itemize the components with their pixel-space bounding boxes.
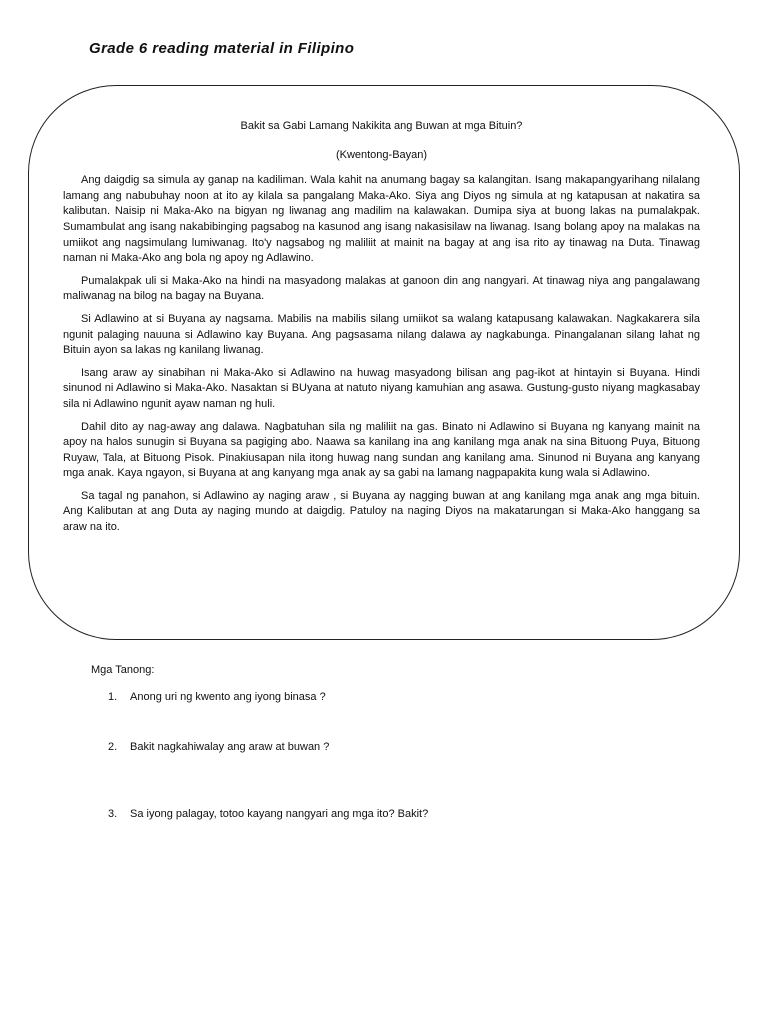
story-title: Bakit sa Gabi Lamang Nakikita ang Buwan at mga Bituin? [240,120,523,132]
page-title: Grade 6 reading material in Filipino [89,40,355,57]
question-item [108,691,326,703]
question-text: Bakit nagkahiwalay ang araw at buwan ? [130,741,330,753]
story-paragraph: Ang daigdig sa simula ay ganap na kadiliman. Wala kahit na anumang bagay sa kalangitan. Isang makapangyarihang nilalang lamang ang nabubuhay noon at ito ay kilala sa pangalang Maka-Ako. Siya ang Diyos ng simula at ng katapusan at nakatira sa kalibutan. Naisip ni Maka-Ako na bigyan ng liwanag ang madilim na kalawakan. Dumipa siya at buong lakas na pumalakpak. Sumambulat ang isang nakabibinging pagsabog na kasunod ang isang nakasisilaw na liwanag. Isang bolang apoy na malakas na umiikot ang nagsimulang lumiwanag. Ito'y nagsabog ng maliliit at mainit na bagay at ang isa rito ay tinawag na Duta. Tinawag naman ni Maka-Ako ang bola ng apoy ng Adlawino. [63,174,700,265]
question-text: Anong uri ng kwento ang iyong binasa ? [130,691,326,703]
question-text: Sa iyong palagay, totoo kayang nangyari ang mga ito? Bakit? [130,808,429,820]
question-number: 1. [108,691,118,703]
question-number: 3. [108,808,118,820]
story-paragraph: Si Adlawino at si Buyana ay nagsama. Mabilis na mabilis silang umiikot sa walang katapusang kalawakan. Nagkakarera sila ngunit palaging nauuna si Adlawino kay Buyana. Ang pagsasama nilang dalawa ay nagkabunga. Pinangalanan silang lahat ng Bituin ayon sa lakas ng kanilang liwanag. [63,312,700,357]
story-genre: (Kwentong-Bayan) [335,148,428,161]
question-number: 2. [108,741,118,753]
story-paragraph: Isang araw ay sinabihan ni Maka-Ako si Adlawino na huwag masyadong bilisan ang pag-ikot at hintayin si Buyana. Hindi sinunod ni Adlawino si Maka-Ako. Nasaktan si BUyana at natuto niyang kamuhian ang asawa. Gustung-gusto niyang magkasabay sila ni Adlawino ngunit ayaw naman ng huli. [63,366,700,410]
question-item [108,808,428,820]
question-item [108,741,329,753]
story-paragraph: Sa tagal ng panahon, si Adlawino ay naging araw , si Buyana ay nagging buwan at ang kanilang mga anak ang mga bituin. Ang Kalibutan at ang Duta ay naging mundo at daigdig. Patuloy na naging Diyos na makatarungan si Maka-Ako hanggang sa araw na ito. [63,489,700,534]
questions-heading: Mga Tanong: [91,664,155,676]
story-paragraph: Dahil dito ay nag-away ang dalawa. Nagbatuhan sila ng maliliit na gas. Binato ni Adlawino si Buyana ng kanyang mainit na apoy na halos sunugin si Buyana sa pagiging abo. Naawa sa kanilang ina ang kanilang mga anak na sina Bituong Puya, Bituong Ruyaw, Tala, at Bituong Pisok. Pinakiusapan nila itong huwag nang sundan ang kanilang ama. Sinunod ni Buyana ang kanyang mga anak. Kaya ngayon, si Buyana at ang kanyang mga anak ay sa gabi na lamang nagpapakita kung wala si Adlawino. [63,420,700,480]
story-body [63,119,700,543]
story-paragraph: Pumalakpak uli si Maka-Ako na hindi na masyadong malakas at ganoon din ang nangyari. At tinawag niya ang pangalawang maliwanag na bilog na bagay na Buyana. [63,274,700,303]
